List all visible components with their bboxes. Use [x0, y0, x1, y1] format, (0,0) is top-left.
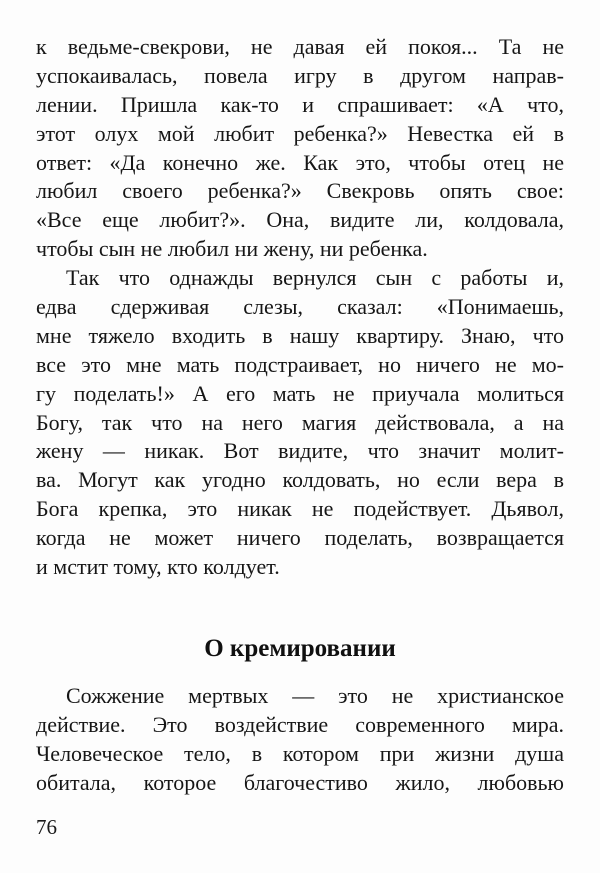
- paragraph-son-returns: [36, 264, 564, 582]
- text-line: Так что однажды вернулся сын с работы и,: [66, 265, 564, 291]
- page-number: 76: [36, 815, 57, 839]
- text-line: когда не может ничего поделать, возвращается: [36, 525, 564, 551]
- page-body: [36, 33, 564, 797]
- text-line: чтобы сын не любил ни жену, ни ребенка.: [36, 236, 428, 262]
- text-line: действие. Это воздействие современного мира.: [36, 711, 564, 737]
- text-line: к ведьме-свекрови, не давая ей покоя... Та не: [36, 34, 564, 59]
- text-line: успокаивалась, повела игру в другом направ-: [36, 62, 564, 88]
- paragraph-cremation: [36, 682, 564, 798]
- text-line: лении. Пришла как-то и спрашивает: «А что,: [36, 91, 564, 117]
- paragraph-witch-story-continuation: [36, 33, 564, 264]
- text-line: Сожжение мертвых — это не христианское: [66, 682, 564, 708]
- text-line: едва сдерживая слезы, сказал: «Понимаешь,: [36, 294, 564, 320]
- text-line: Богу, так что на него магия действовала, а на: [36, 409, 564, 435]
- text-line: «Все еще любит?». Она, видите ли, колдовала,: [36, 207, 564, 233]
- text-line: ва. Могут как угодно колдовать, но если вера в: [36, 467, 564, 493]
- text-line: любил своего ребенка?» Свекровь опять свое:: [36, 178, 564, 204]
- text-line: Бога крепка, это никак не подействует. Дьявол,: [36, 496, 564, 522]
- text-line: ответ: «Да конечно же. Как это, чтобы отец не: [36, 149, 564, 175]
- text-line: мне тяжело входить в нашу квартиру. Знаю, что: [36, 322, 564, 348]
- text-line: гу поделать!» А его мать не приучала молиться: [36, 380, 564, 406]
- section-heading-cremation: О кремировании: [204, 634, 396, 662]
- text-line: обитала, которое благочестиво жило, любовью: [36, 769, 564, 795]
- text-line: этот олух мой любит ребенка?» Невестка ей в: [36, 120, 564, 146]
- text-line: жену — никак. Вот видите, что значит молит-: [36, 438, 564, 464]
- text-line: и мстит тому, кто колдует.: [36, 554, 280, 580]
- text-line: все это мне мать подстраивает, но ничего не мо-: [36, 351, 564, 377]
- text-line: Человеческое тело, в котором при жизни душа: [36, 740, 564, 766]
